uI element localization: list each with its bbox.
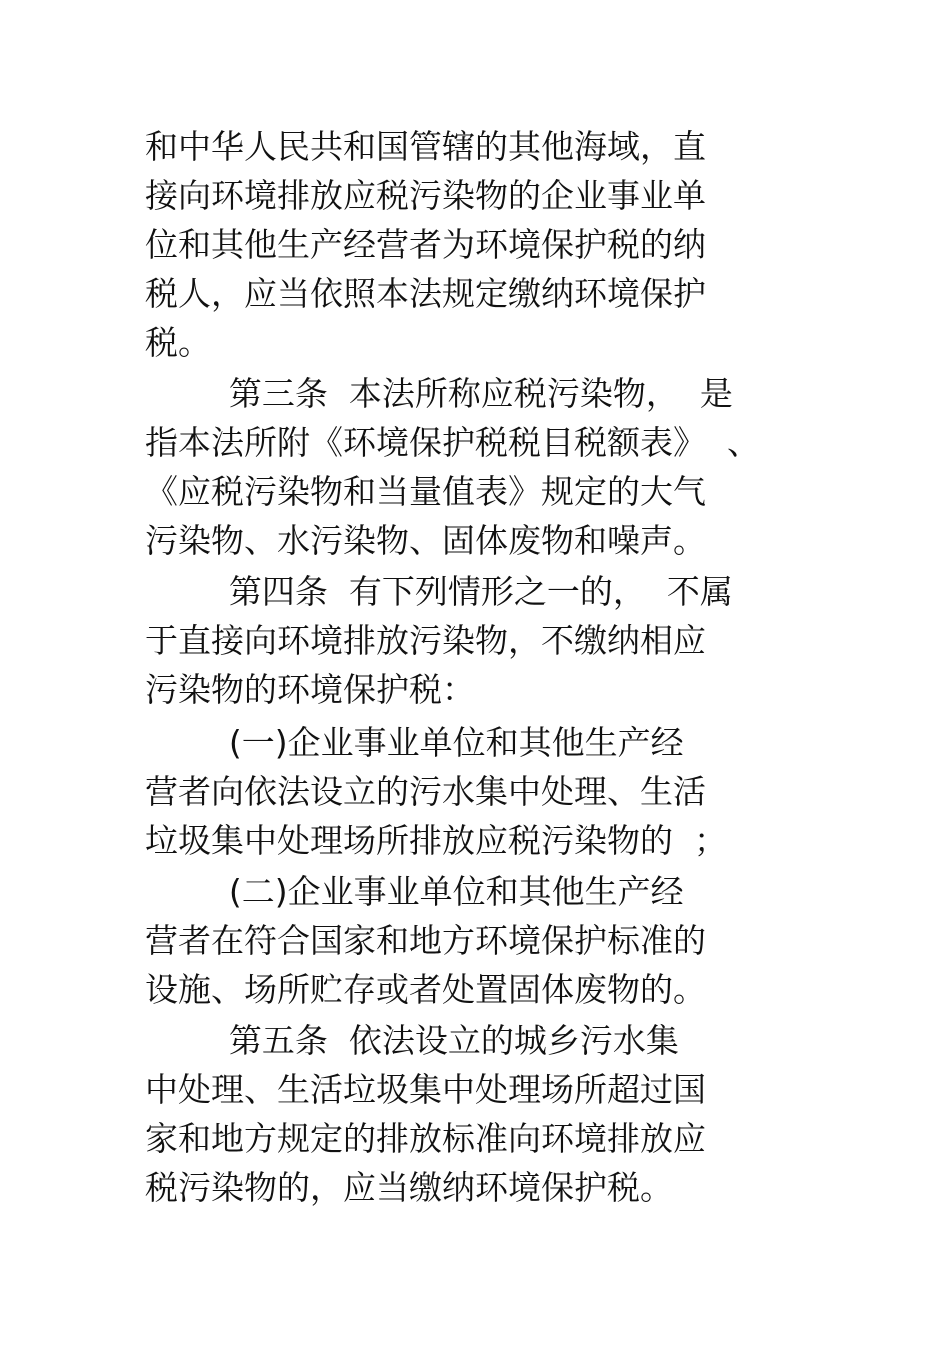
text-line: 和中华人民共和国管辖的其他海域，直 [145, 127, 706, 166]
text-line: 于直接向环境排放污染物，不缴纳相应 [145, 621, 706, 660]
text-line: 营者在符合国家和地方环境保护标准的 [145, 921, 706, 960]
text-line: 设施、场所贮存或者处置固体废物的。 [145, 970, 706, 1009]
item-1-line: (一)企业事业单位和其他生产经 [145, 723, 684, 762]
item-2-line: (二)企业事业单位和其他生产经 [145, 872, 684, 911]
article-5-heading-line: 第五条 依法设立的城乡污水集 [145, 1021, 679, 1060]
text-line: 税污染物的，应当缴纳环境保护税。 [145, 1168, 673, 1207]
text-line: 指本法所附《环境保护税税目税额表》 、 [145, 423, 760, 462]
article-3-heading-line: 第三条 本法所称应税污染物， 是 [145, 374, 733, 413]
text-line: 《应税污染物和当量值表》规定的大气 [145, 472, 706, 511]
article-4-heading-line: 第四条 有下列情形之一的， 不属 [145, 572, 733, 611]
text-line: 税人，应当依照本法规定缴纳环境保护 [145, 274, 706, 313]
text-line: 接向环境排放应税污染物的企业事业单 [145, 176, 706, 215]
text-line: 位和其他生产经营者为环境保护税的纳 [145, 225, 706, 264]
text-line: 营者向依法设立的污水集中处理、生活 [145, 772, 706, 811]
text-line: 中处理、生活垃圾集中处理场所超过国 [145, 1070, 706, 1109]
text-line: 税。 [145, 323, 211, 362]
text-line: 垃圾集中处理场所排放应税污染物的 ； [145, 821, 727, 860]
text-line: 家和地方规定的排放标准向环境排放应 [145, 1119, 706, 1158]
text-line: 污染物的环境保护税： [145, 670, 475, 709]
text-line: 污染物、水污染物、固体废物和噪声。 [145, 521, 706, 560]
